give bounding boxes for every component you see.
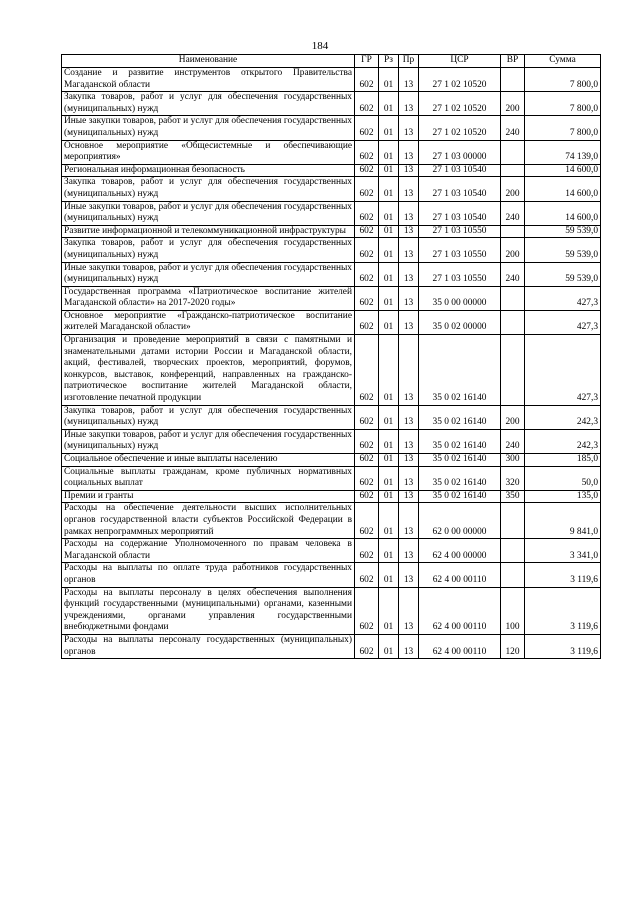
cell-rz: 01 — [379, 335, 399, 406]
cell-pr: 13 — [399, 539, 419, 563]
cell-csr: 62 4 00 00110 — [419, 587, 501, 634]
cell-gr: 602 — [355, 454, 379, 467]
cell-csr: 62 4 00 00110 — [419, 563, 501, 587]
cell-name: Региональная информационная безопасность — [62, 164, 355, 177]
cell-csr: 27 1 03 10550 — [419, 225, 501, 238]
cell-csr: 35 0 02 16140 — [419, 335, 501, 406]
cell-gr: 602 — [355, 587, 379, 634]
cell-pr: 13 — [399, 164, 419, 177]
cell-csr: 27 1 02 10520 — [419, 68, 501, 92]
cell-rz: 01 — [379, 68, 399, 92]
cell-csr: 27 1 03 10550 — [419, 238, 501, 262]
table-row — [62, 262, 601, 286]
cell-vr — [501, 286, 525, 310]
cell-sum: 3 119,6 — [525, 587, 601, 634]
cell-rz: 01 — [379, 634, 399, 658]
table-row — [62, 466, 601, 490]
table-row — [62, 238, 601, 262]
table-row — [62, 310, 601, 334]
cell-rz: 01 — [379, 466, 399, 490]
cell-pr: 13 — [399, 490, 419, 503]
cell-csr: 27 1 02 10520 — [419, 92, 501, 116]
cell-rz: 01 — [379, 92, 399, 116]
budget-table — [61, 54, 601, 659]
cell-vr — [501, 335, 525, 406]
table-row — [62, 429, 601, 453]
cell-gr: 602 — [355, 164, 379, 177]
cell-pr: 13 — [399, 503, 419, 539]
cell-rz: 01 — [379, 587, 399, 634]
cell-name: Закупка товаров, работ и услуг для обеспечения государственных (муниципальных) нужд — [62, 92, 355, 116]
cell-vr: 300 — [501, 454, 525, 467]
cell-csr: 35 0 00 00000 — [419, 286, 501, 310]
cell-gr: 602 — [355, 335, 379, 406]
cell-sum: 242,3 — [525, 429, 601, 453]
cell-sum: 135,0 — [525, 490, 601, 503]
cell-csr: 35 0 02 16140 — [419, 429, 501, 453]
table-body — [62, 68, 601, 659]
cell-gr: 602 — [355, 466, 379, 490]
table-row — [62, 140, 601, 164]
cell-sum: 242,3 — [525, 405, 601, 429]
header-vr: ВР — [501, 55, 525, 68]
cell-gr: 602 — [355, 177, 379, 201]
table-row — [62, 116, 601, 140]
table-row — [62, 335, 601, 406]
cell-sum: 427,3 — [525, 286, 601, 310]
cell-vr: 120 — [501, 634, 525, 658]
cell-vr: 240 — [501, 262, 525, 286]
cell-gr: 602 — [355, 286, 379, 310]
header-pr: Пр — [399, 55, 419, 68]
cell-sum: 59 539,0 — [525, 262, 601, 286]
header-sum: Сумма — [525, 55, 601, 68]
cell-csr: 27 1 03 10540 — [419, 201, 501, 225]
table-row — [62, 92, 601, 116]
cell-rz: 01 — [379, 262, 399, 286]
cell-pr: 13 — [399, 286, 419, 310]
cell-vr — [501, 164, 525, 177]
cell-gr: 602 — [355, 429, 379, 453]
table-row — [62, 68, 601, 92]
cell-pr: 13 — [399, 405, 419, 429]
header-gr: ГР — [355, 55, 379, 68]
cell-csr: 35 0 02 16140 — [419, 490, 501, 503]
cell-rz: 01 — [379, 429, 399, 453]
cell-sum: 14 600,0 — [525, 201, 601, 225]
cell-sum: 7 800,0 — [525, 68, 601, 92]
cell-gr: 602 — [355, 310, 379, 334]
table-row — [62, 490, 601, 503]
cell-sum: 3 119,6 — [525, 634, 601, 658]
cell-gr: 602 — [355, 116, 379, 140]
cell-name: Закупка товаров, работ и услуг для обеспечения государственных (муниципальных) нужд — [62, 177, 355, 201]
cell-sum: 3 341,0 — [525, 539, 601, 563]
cell-sum: 50,0 — [525, 466, 601, 490]
cell-vr — [501, 310, 525, 334]
table-row — [62, 177, 601, 201]
cell-pr: 13 — [399, 238, 419, 262]
cell-rz: 01 — [379, 310, 399, 334]
cell-vr — [501, 225, 525, 238]
table-row — [62, 454, 601, 467]
cell-sum: 7 800,0 — [525, 116, 601, 140]
cell-name: Расходы на выплаты персоналу государственных (муниципальных) органов — [62, 634, 355, 658]
cell-gr: 602 — [355, 201, 379, 225]
cell-rz: 01 — [379, 490, 399, 503]
cell-csr: 62 0 00 00000 — [419, 503, 501, 539]
cell-name: Премии и гранты — [62, 490, 355, 503]
cell-vr: 240 — [501, 201, 525, 225]
cell-gr: 602 — [355, 539, 379, 563]
cell-pr: 13 — [399, 634, 419, 658]
cell-rz: 01 — [379, 454, 399, 467]
cell-rz: 01 — [379, 201, 399, 225]
table-row — [62, 201, 601, 225]
cell-vr: 200 — [501, 238, 525, 262]
table-row — [62, 587, 601, 634]
cell-sum: 14 600,0 — [525, 177, 601, 201]
cell-name: Иные закупки товаров, работ и услуг для обеспечения государственных (муниципальных) нужд — [62, 262, 355, 286]
cell-vr: 200 — [501, 405, 525, 429]
cell-name: Государственная программа «Патриотическое воспитание жителей Магаданской области» на 2017-2020 годы» — [62, 286, 355, 310]
cell-gr: 602 — [355, 490, 379, 503]
cell-vr: 320 — [501, 466, 525, 490]
cell-rz: 01 — [379, 225, 399, 238]
cell-pr: 13 — [399, 201, 419, 225]
cell-name: Социальные выплаты гражданам, кроме публичных нормативных социальных выплат — [62, 466, 355, 490]
cell-gr: 602 — [355, 262, 379, 286]
cell-csr: 27 1 03 00000 — [419, 140, 501, 164]
table-row — [62, 286, 601, 310]
cell-sum: 185,0 — [525, 454, 601, 467]
cell-sum: 59 539,0 — [525, 225, 601, 238]
table-row — [62, 539, 601, 563]
cell-name: Закупка товаров, работ и услуг для обеспечения государственных (муниципальных) нужд — [62, 405, 355, 429]
cell-vr: 200 — [501, 92, 525, 116]
cell-csr: 27 1 03 10540 — [419, 177, 501, 201]
cell-csr: 35 0 02 16140 — [419, 454, 501, 467]
cell-rz: 01 — [379, 164, 399, 177]
table-row — [62, 634, 601, 658]
cell-pr: 13 — [399, 68, 419, 92]
cell-pr: 13 — [399, 429, 419, 453]
cell-name: Социальное обеспечение и иные выплаты населению — [62, 454, 355, 467]
cell-name: Иные закупки товаров, работ и услуг для обеспечения государственных (муниципальных) нужд — [62, 429, 355, 453]
header-rz: Рз — [379, 55, 399, 68]
cell-gr: 602 — [355, 92, 379, 116]
cell-rz: 01 — [379, 140, 399, 164]
cell-name: Расходы на обеспечение деятельности высших исполнительных органов государственной власти субъектов Российской Федерации в рамках непрограммных мероприятий — [62, 503, 355, 539]
cell-pr: 13 — [399, 140, 419, 164]
cell-pr: 13 — [399, 177, 419, 201]
table-row — [62, 405, 601, 429]
cell-pr: 13 — [399, 310, 419, 334]
cell-gr: 602 — [355, 140, 379, 164]
cell-name: Расходы на содержание Уполномоченного по правам человека в Магаданской области — [62, 539, 355, 563]
table-row — [62, 563, 601, 587]
cell-vr: 100 — [501, 587, 525, 634]
page-number: 184 — [311, 40, 329, 52]
cell-sum: 427,3 — [525, 310, 601, 334]
cell-pr: 13 — [399, 225, 419, 238]
cell-sum: 7 800,0 — [525, 92, 601, 116]
cell-name: Расходы на выплаты по оплате труда работников государственных органов — [62, 563, 355, 587]
cell-pr: 13 — [399, 454, 419, 467]
cell-pr: 13 — [399, 587, 419, 634]
cell-rz: 01 — [379, 238, 399, 262]
cell-rz: 01 — [379, 177, 399, 201]
cell-csr: 27 1 03 10540 — [419, 164, 501, 177]
header-csr: ЦСР — [419, 55, 501, 68]
cell-name: Организация и проведение мероприятий в связи с памятными и знаменательными датами истории России и Магаданской области, акций, фестивалей, творческих проектов, мероприятий, форумов, конкурсов, выставок, конференций, направленных на гражданско-патриотическое воспитание жителей Магаданской области, изготовление печатной продукции — [62, 335, 355, 406]
table-row — [62, 503, 601, 539]
cell-rz: 01 — [379, 539, 399, 563]
cell-name: Создание и развитие инструментов открытого Правительства Магаданской области — [62, 68, 355, 92]
cell-name: Закупка товаров, работ и услуг для обеспечения государственных (муниципальных) нужд — [62, 238, 355, 262]
table-row — [62, 164, 601, 177]
cell-sum: 74 139,0 — [525, 140, 601, 164]
cell-csr: 27 1 02 10520 — [419, 116, 501, 140]
header-row — [62, 55, 601, 68]
cell-pr: 13 — [399, 116, 419, 140]
cell-vr: 200 — [501, 177, 525, 201]
cell-vr: 240 — [501, 116, 525, 140]
cell-vr: 240 — [501, 429, 525, 453]
cell-csr: 35 0 02 00000 — [419, 310, 501, 334]
cell-pr: 13 — [399, 92, 419, 116]
cell-vr — [501, 68, 525, 92]
cell-pr: 13 — [399, 466, 419, 490]
cell-csr: 62 4 00 00000 — [419, 539, 501, 563]
cell-name: Иные закупки товаров, работ и услуг для обеспечения государственных (муниципальных) нужд — [62, 116, 355, 140]
cell-rz: 01 — [379, 563, 399, 587]
cell-vr — [501, 539, 525, 563]
cell-sum: 59 539,0 — [525, 238, 601, 262]
cell-rz: 01 — [379, 116, 399, 140]
cell-csr: 62 4 00 00110 — [419, 634, 501, 658]
cell-csr: 35 0 02 16140 — [419, 405, 501, 429]
cell-name: Основное мероприятие «Гражданско-патриотическое воспитание жителей Магаданской области» — [62, 310, 355, 334]
cell-sum: 427,3 — [525, 335, 601, 406]
cell-vr — [501, 503, 525, 539]
cell-rz: 01 — [379, 286, 399, 310]
cell-pr: 13 — [399, 563, 419, 587]
table-row — [62, 225, 601, 238]
cell-gr: 602 — [355, 634, 379, 658]
cell-gr: 602 — [355, 405, 379, 429]
cell-name: Основное мероприятие «Общесистемные и обеспечивающие мероприятия» — [62, 140, 355, 164]
cell-gr: 602 — [355, 503, 379, 539]
cell-csr: 27 1 03 10550 — [419, 262, 501, 286]
cell-vr — [501, 140, 525, 164]
table-header — [62, 55, 601, 68]
cell-gr: 602 — [355, 68, 379, 92]
cell-sum: 3 119,6 — [525, 563, 601, 587]
cell-rz: 01 — [379, 405, 399, 429]
cell-name: Расходы на выплаты персоналу в целях обеспечения выполнения функций государственными (муниципальными) органами, казенными учреждениями, органами управления государственными внебюджетными фондами — [62, 587, 355, 634]
cell-name: Иные закупки товаров, работ и услуг для обеспечения государственных (муниципальных) нужд — [62, 201, 355, 225]
cell-vr: 350 — [501, 490, 525, 503]
cell-rz: 01 — [379, 503, 399, 539]
header-name: Наименование — [62, 55, 355, 68]
cell-name: Развитие информационной и телекоммуникационной инфраструктуры — [62, 225, 355, 238]
cell-pr: 13 — [399, 262, 419, 286]
cell-sum: 9 841,0 — [525, 503, 601, 539]
cell-pr: 13 — [399, 335, 419, 406]
cell-gr: 602 — [355, 563, 379, 587]
cell-gr: 602 — [355, 225, 379, 238]
cell-vr — [501, 563, 525, 587]
cell-csr: 35 0 02 16140 — [419, 466, 501, 490]
cell-gr: 602 — [355, 238, 379, 262]
cell-sum: 14 600,0 — [525, 164, 601, 177]
